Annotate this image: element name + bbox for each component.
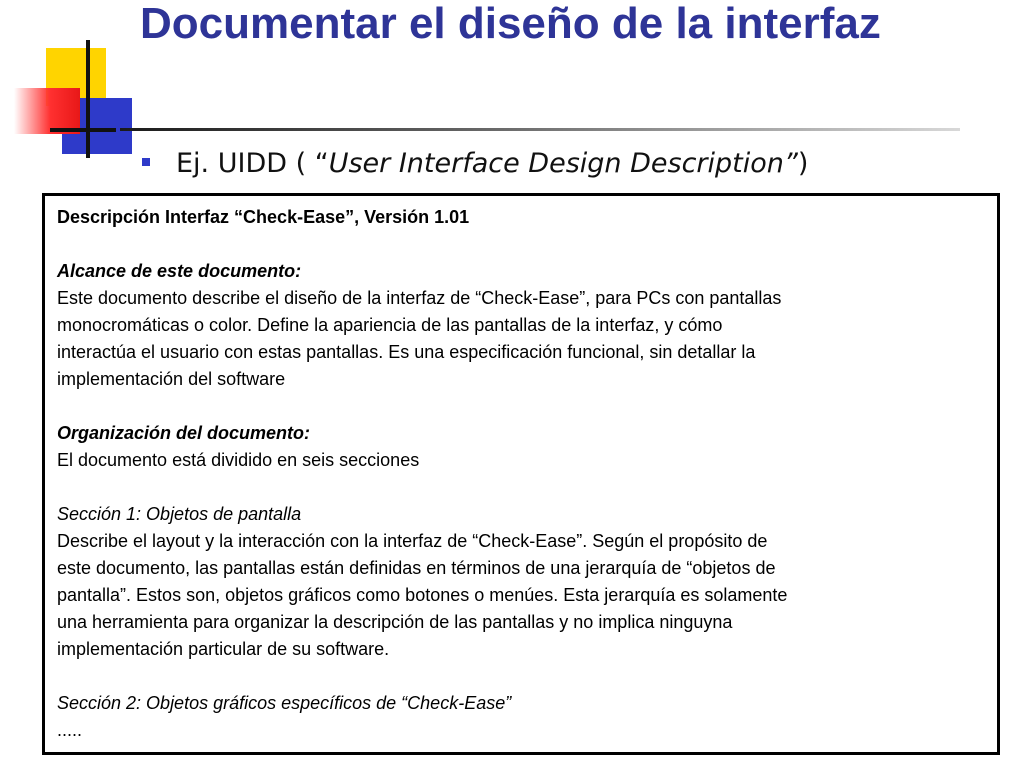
scope-line: monocromáticas o color. Define la apariencia de las pantallas de la interfaz, y cómo	[57, 315, 723, 335]
section1-line: pantalla”. Estos son, objetos gráficos como botones o menúes. Esta jerarquía es solamente	[57, 585, 788, 605]
organization-heading: Organización del documento:	[57, 423, 311, 443]
title-divider	[120, 128, 960, 131]
section1-line: implementación particular de su software.	[57, 639, 390, 659]
scope-line: interactúa el usuario con estas pantallas. Es una especificación funcional, sin detallar la	[57, 342, 756, 362]
section1-line: una herramienta para organizar la descripción de las pantallas y no implica ninguyna	[57, 612, 733, 632]
document-box	[42, 193, 1000, 755]
bullet-item	[142, 144, 808, 184]
section2-heading: Sección 2: Objetos gráficos específicos de “Check-Ease”	[57, 693, 512, 713]
section1-line: este documento, las pantallas están definidas en términos de una jerarquía de “objetos de	[57, 558, 776, 578]
organization-text: El documento está dividido en seis secciones	[57, 450, 420, 470]
bullet-italic-text: User Interface Design Description”	[328, 148, 798, 179]
logo-horizontal-line	[50, 128, 116, 132]
bullet-prefix: Ej. UIDD ( “	[176, 148, 329, 179]
logo-vertical-line	[86, 40, 90, 158]
bullet-square-icon	[142, 158, 150, 166]
ellipsis-text: .....	[57, 720, 83, 740]
section1-line: Describe el layout y la interacción con la interfaz de “Check-Ease”. Según el propósito de	[57, 531, 768, 551]
slide-title: Documentar el diseño de la interfaz	[140, 0, 881, 48]
bullet-suffix: )	[797, 148, 809, 179]
scope-line: implementación del software	[57, 369, 286, 389]
scope-heading: Alcance de este documento:	[57, 261, 302, 281]
slide-logo	[0, 0, 140, 170]
section1-heading: Sección 1: Objetos de pantalla	[57, 504, 302, 524]
scope-line: Este documento describe el diseño de la interfaz de “Check-Ease”, para PCs con pantallas	[57, 288, 782, 308]
document-content	[57, 204, 983, 744]
document-heading: Descripción Interfaz “Check-Ease”, Versión 1.01	[57, 207, 470, 227]
